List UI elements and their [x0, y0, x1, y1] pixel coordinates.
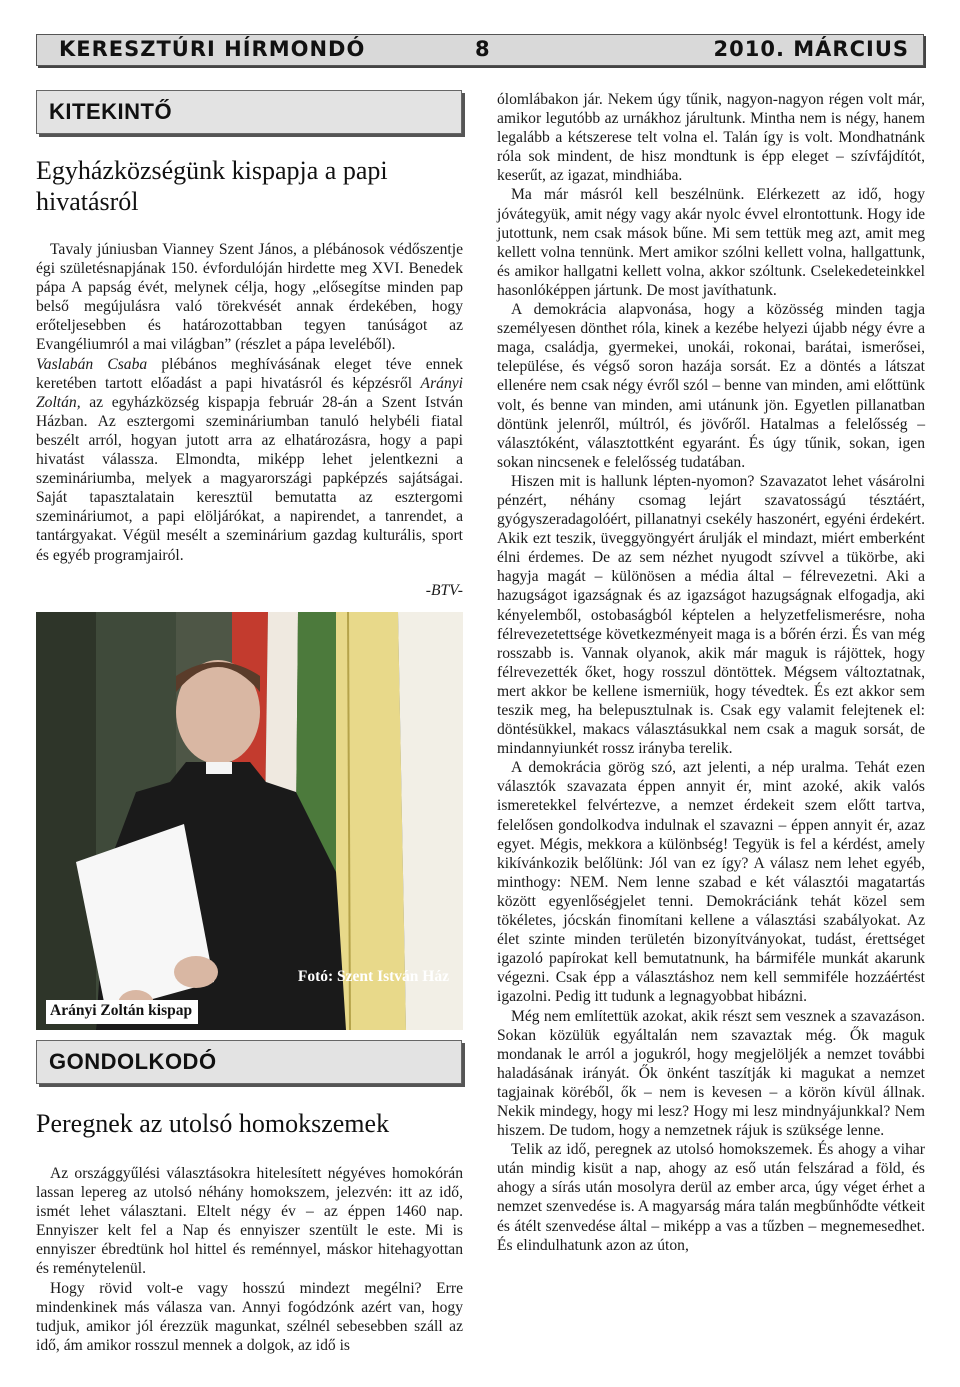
person-name: Vaslabán Csaba	[36, 355, 148, 373]
article-paragraph: Telik az idő, peregnek az utolsó homokszemek. És ahogy a vihar után mindig kisüt a nap, ahogy az eső után felszárad a föld, és ahogy a sírás után mosolyra derül az ember arca, úgy véget érhet a nemzet szenvedése is. A magyarság mára talán megbűnhődte vétkeit és átélt szenvedése által – miképp a vas a tűzben – megnemesedhet. És elindulhatunk azon az úton,	[497, 1141, 925, 1254]
article-headline-homokszemek: Peregnek az utolsó homokszemek	[36, 1109, 390, 1138]
masthead-bar	[36, 34, 924, 66]
article-signature: -BTV-	[425, 582, 463, 599]
page-number: 8	[475, 37, 491, 61]
person-name: Arányi Zoltán,	[36, 374, 463, 411]
article-paragraph: Hogy rövid volt-e vagy hosszú mindezt megélni? Erre mindenkinek más válasza van. Annyi fogódzónk azért van, hogy tudjuk, amikor jól érezzük magunkat, szélnél sebesebben száll az idő, ám amikor rosszul mennek a dolgok, az idő is	[36, 1279, 463, 1354]
article-paragraph: ólomlábakon jár. Nekem úgy tűnik, nagyon-nagyon régen volt már, amikor legutóbb az urnákhoz járultunk. Mintha nem is négy, hanem legalább a kétszerese telt volna el. Talán így is volt. Mondhatnánk róla sok mindent, de hisz mondtunk is épp eleget – szívfájdítót, keserűt, az igazat, mindhiába.	[497, 91, 925, 185]
issue-date: 2010. MÁRCIUS	[713, 37, 909, 61]
article-paragraph: Tavaly júniusban Vianney Szent János, a plébánosok védőszentje égi születésnapjának 150. évfordulóján hirdette meg XVI. Benedek pápa A papság évét, melynek célja, hogy „elősegítse minden pap belső megújulásra való törekvését annak érdekében, hogy erőteljesebben és határozottabban tegyen tanúságot az Evangéliumról a mai világban” (részlet a pápa leveléből).	[36, 241, 463, 354]
section-label-text: KITEKINTŐ	[49, 99, 173, 124]
article-paragraph: A demokrácia görög szó, azt jelenti, a nép uralma. Tehát ezen választók szavazata éppen annyit ér, mint azoké, akik valós ismeretekkel felvértezve, a nemzet érdekeit szem előtt tartva, felelősen gondolkodva indulnak el szavazni – éppen annyit ér, azaz egyet. Mégis, mekkora a különbség! Tegyük is fel a kérdést, amely kikívánkozik belőlünk: Jól van ez így? A válasz nem lehet egyéb, minthogy: NEM. Nem lenne szabad e két választói magatartás között egyenlőségjelet tenni. Demokráciánk tehát közel sem tökéletes, jócskán finomítani kellene a választási szabályokat. Az élet szinte minden területén bizonyítványokat, tudást, érettséget igazoló papírokat kell bemutatnunk, ha bármiféle munkát akarunk végezni. Csak épp a választáshoz nem kell semmiféle hozzáértést igazolni. Pedig itt tudunk a legnagyobbat hibázni.	[497, 759, 925, 1006]
newspaper-title: KERESZTÚRI HÍRMONDÓ	[59, 37, 366, 61]
article-paragraph: Ma már másról kell beszélnünk. Elérkezett az idő, hogy jóvátegyük, amit négy vagy akár nyolc évvel elrontottunk. Hogy ide jutottunk, nem csak mások bűne. Mi sem tettük meg azt, amit meg kellett volna tennünk. Mert amikor szólni kellett volna, hallgattunk, és amikor hallgatni kellett volna, akkor szóltunk. Cselekedeteinkkel hasonlóképpen jártunk. De most javíthatunk.	[497, 186, 925, 299]
article-body-left	[36, 1164, 463, 1355]
article-body-right	[497, 90, 925, 1255]
photo-credit: Fotó: Szent István Ház	[297, 968, 449, 985]
article-photo	[36, 612, 463, 1030]
article-body-kispap	[36, 240, 463, 565]
article-paragraph: Hiszen mit is hallunk lépten-nyomon? Szavazatot lehet vásárolni pénzért, néhány csomag lejárt szavatosságú tésztáért, gyógyszeradagolóért, pillanatnyi csekély haszonért, egyéni érdekért. Akik ezt teszik, üveggyöngyért árulják el mindazt, miért emberként élni érdemes. De az sem nézhet nyugodt szívvel a tükörbe, aki hagyja magát – különösen a média által – félrevezetni. Aki a hazugságot igazságnak és az igazságot hazugságnak elfogadja, aki kényelemből, ostobaságból képtelen a helyzetfelismerésre, noha félrevezetettsége következményeit maga is a bőrén érzi. És van még rosszabb is. Vannak olyanok, akik már maguk is rájöttek, hogy félrevezették őket, hogy rosszul döntöttek. Mégsem változtatnak, mert akkor be kellene ismerniük, hogy tévedtek. És ezt akkor sem teszik meg, ha belepusztulnak is. Csak egy valamit felejtenek el: döntésükkel, makacs választásukkal nem csak a maguk sorsát, de mindannyiunkét rossz irányba terelik.	[497, 472, 925, 758]
section-label-kitekinto	[36, 90, 462, 134]
article-paragraph: Vaslabán Csaba plébános meghívásának eleget téve ennek keretében tartott előadást a papi hivatásról és képzésről Arányi Zoltán, az egyházközség kispapja február 28-án a Szent István Házban. Az esztergomi szemináriumban tanuló helybéli fiatal beszélt arról, hogyan jutott arra az elhatározásra, hogy a papi hivatást válassza. Elmondta, miképp lehet jelentkezni a szemináriumba, melyek a magyarországi papképzés sajátságai. Saját tapasztalatain keresztül bemutatta az esztergomi szemináriumot, a papi elöljárókat, a napirendet, a tanrendet, a tantárgyakat. Végül mesélt a szeminárium gazdag kulturális, sport és egyéb programjairól.	[36, 355, 463, 564]
article-paragraph: A demokrácia alapvonása, hogy a közösség minden tagja személyesen dönthet róla, kinek a kezébe helyezi újabb négy évre a maga, családja, gyermekei, unokái, rokonai, barátai, ismerősei, települése, és végső soron hazája sorsát. Ez a döntés a látszat ellenére nem csak négy évről szól – benne van minden, ami előttünk volt, és benne van minden, ami utánunk jön. Egyetlen pillanatban döntünk jelenről, múltról, és jövőről. Hatalmas a felelősség – választóként, választottként egyaránt. És úgy tűnik, sokan, igen sokan nincsenek e felelősség tudatában.	[497, 301, 925, 471]
article-paragraph: Még nem említettük azokat, akik részt sem vesznek a szavazáson. Sokan közülük egyáltalán nem szavaztak még. Ők maguk mondanak le arról a jogukról, hogy megjelöljék a nemzet további haladásának irányát. Ők önként taszítják ki magukat a nemzet tagjainak köréből, ők – nem is kevesen – a körön kívül állnak. Nekik mindegy, hogy mi lesz? Hogy mi lesz mindnyájunkkal? Nem hiszem. De tudom, hogy a nemzetnek rájuk is szüksége lenne.	[497, 1007, 925, 1140]
section-label-gondolkodo	[36, 1040, 462, 1084]
article-headline-kispap: Egyházközségünk kispapja a papi hivatásról	[36, 156, 388, 216]
photo-caption: Arányi Zoltán kispap	[46, 1000, 198, 1024]
article-paragraph: Az országgyűlési választásokra hitelesített négyéves homokórán lassan lepereg az utolsó néhány homokszem, jelezvén: itt az idő, ismét lehet választani. Eltelt négy év – az éppen 1460 nap. Ennyiszer kelt fel a Nap és ennyiszer szentült le este. Mi is ennyiszer ébredtünk hol hittel és reménnyel, máskor hitehagyottan és reménytelenül.	[36, 1165, 463, 1278]
section-label-text: GONDOLKODÓ	[49, 1049, 217, 1074]
